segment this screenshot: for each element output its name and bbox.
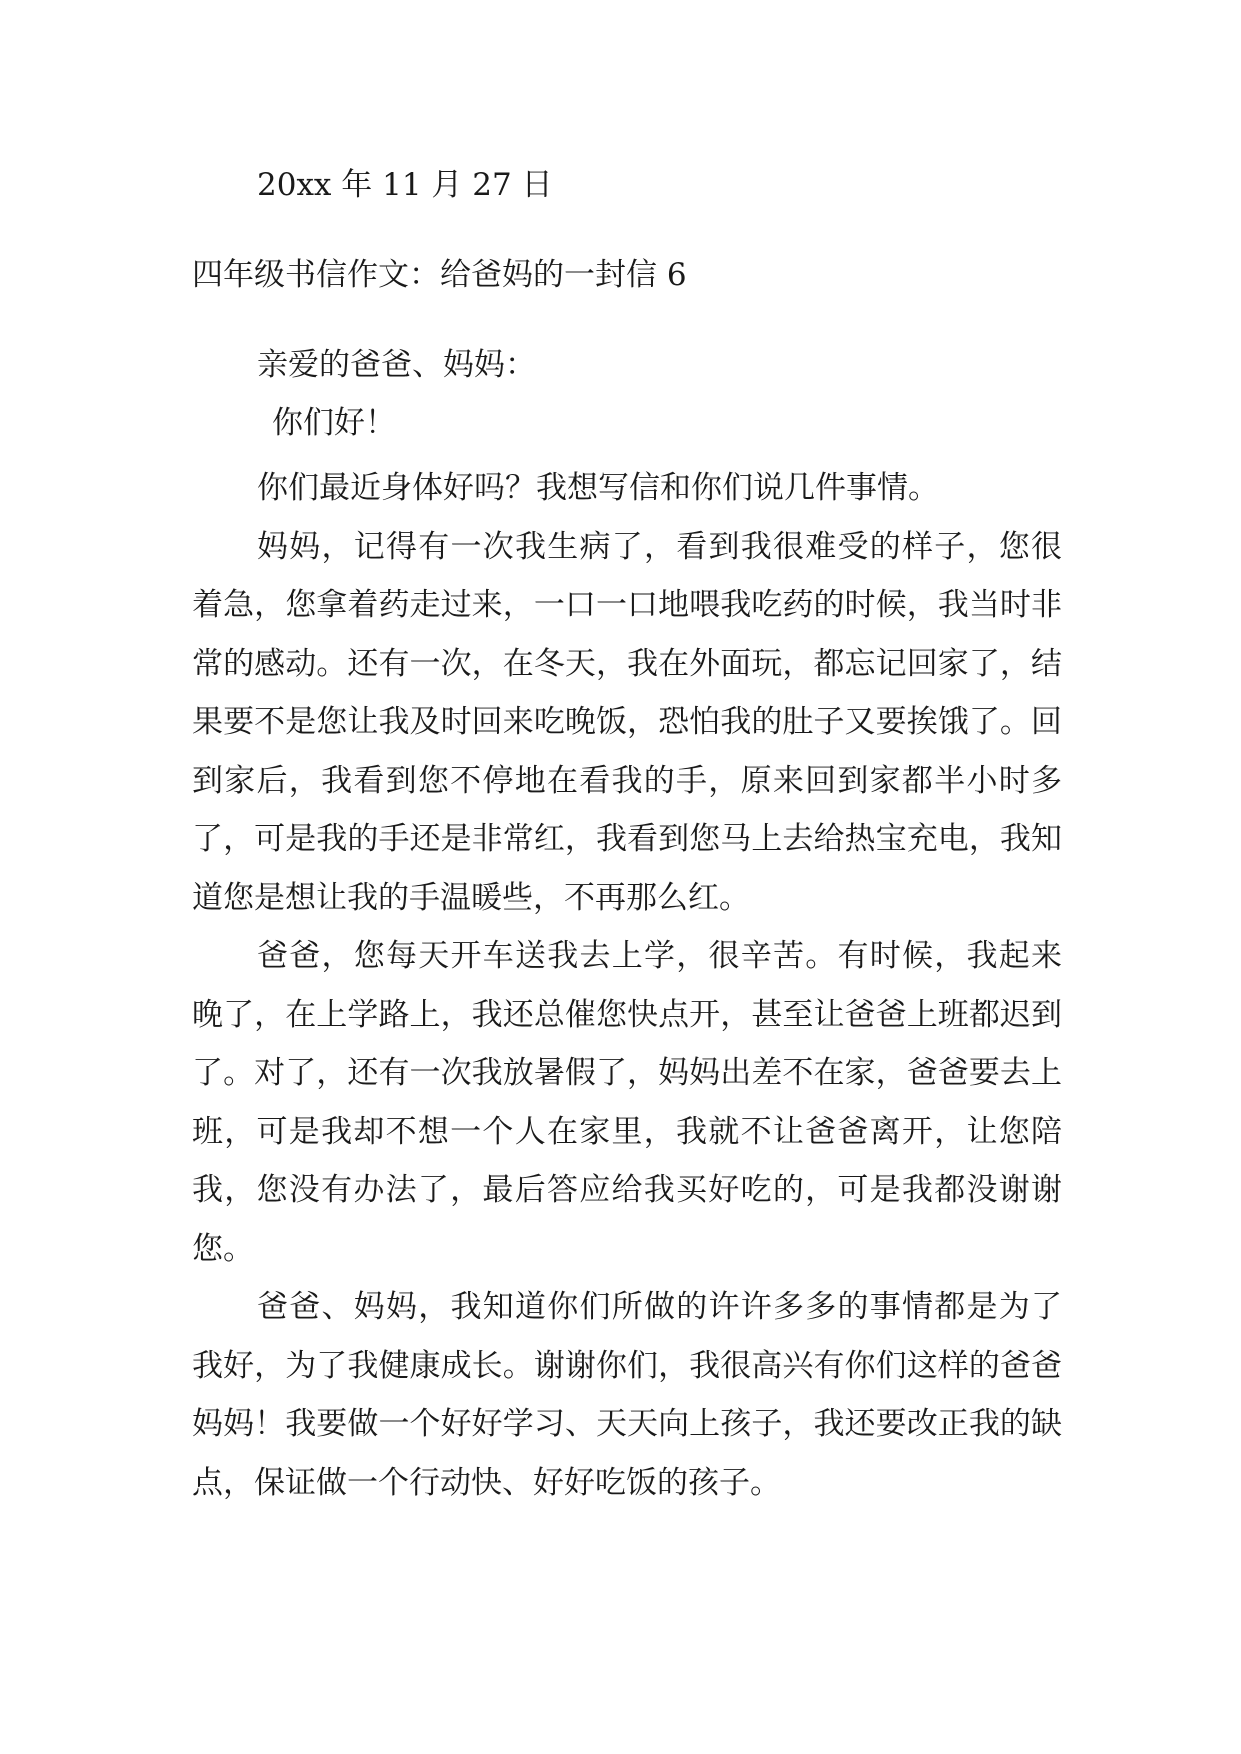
paragraph: 爸爸，您每天开车送我去上学，很辛苦。有时候，我起来晚了，在上学路上，我还总催您快点开，甚至让爸爸上班都迟到了。对了，还有一次我放暑假了，妈妈出差不在家，爸爸要去上班，可是我却不想一个人在家里，我就不让爸爸离开，让您陪我，您没有办法了，最后答应给我买好吃的，可是我都没谢谢您。 bbox=[192, 938, 1062, 1267]
date-line: 20xx 年 11 月 27 日 bbox=[257, 167, 553, 203]
salutation: 亲爱的爸爸、妈妈： bbox=[257, 347, 536, 383]
paragraph: 爸爸、妈妈，我知道你们所做的许许多多的事情都是为了我好，为了我健康成长。谢谢你们，我很高兴有你们这样的爸爸妈妈！我要做一个好好学习、天天向上孩子，我还要改正我的缺点，保证做一个行动快、好好吃饭的孩子。 bbox=[192, 1289, 1062, 1501]
letter-title: 四年级书信作文：给爸妈的一封信 6 bbox=[192, 257, 687, 293]
paragraph: 妈妈，记得有一次我生病了，看到我很难受的样子，您很着急，您拿着药走过来，一口一口地喂我吃药的时候，我当时非常的感动。还有一次，在冬天，我在外面玩，都忘记回家了，结果要不是您让我及时回来吃晚饭，恐怕我的肚子又要挨饿了。回到家后，我看到您不停地在看我的手，原来回到家都半小时多了，可是我的手还是非常红，我看到您马上去给热宝充电，我知道您是想让我的手温暖些，不再那么红。 bbox=[192, 528, 1062, 916]
greeting: 你们好！ bbox=[272, 405, 396, 441]
letter-body bbox=[192, 459, 1062, 1512]
paragraph: 你们最近身体好吗？我想写信和你们说几件事情。 bbox=[257, 470, 939, 506]
